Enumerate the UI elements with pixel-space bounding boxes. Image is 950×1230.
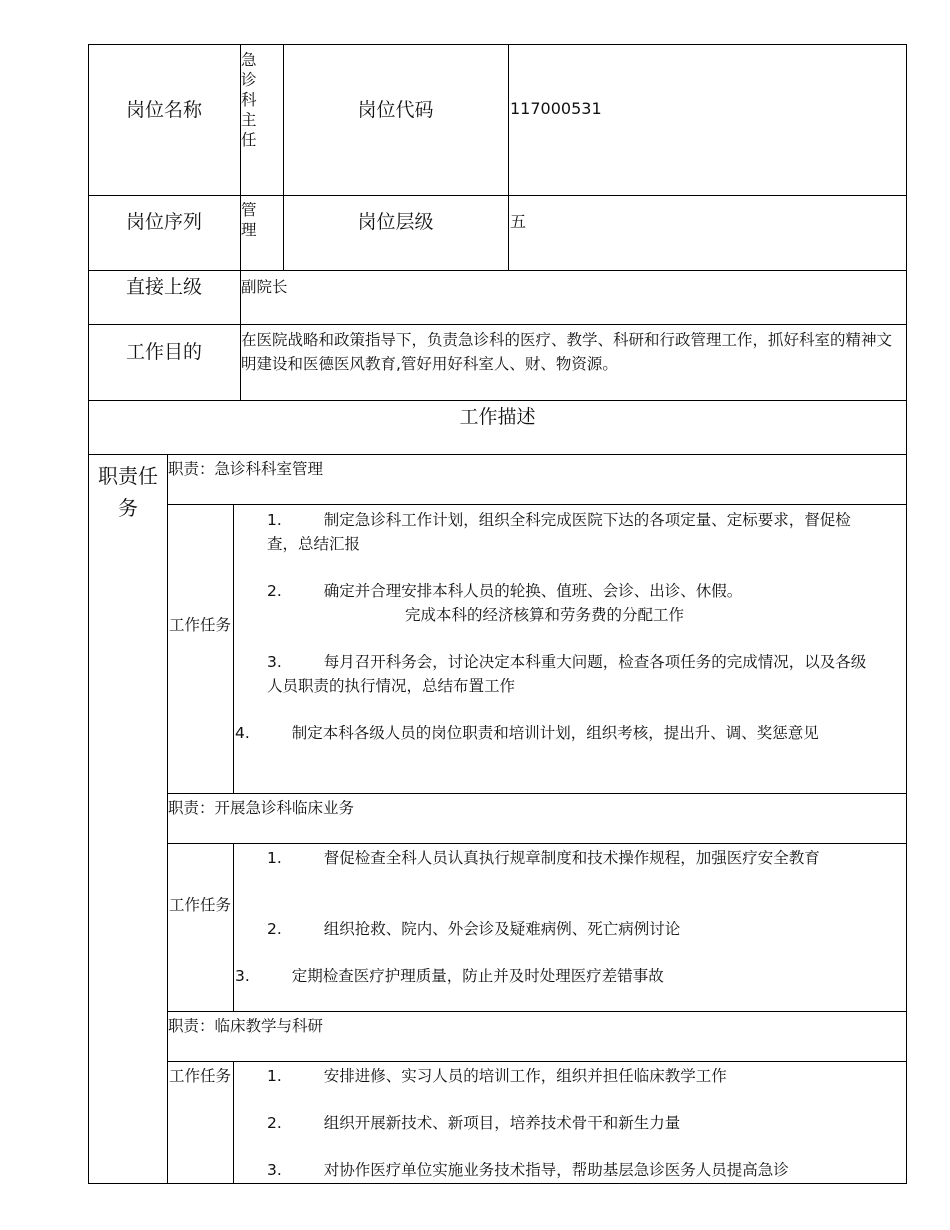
col-divider	[233, 504, 234, 793]
task-item: 1. 制定急诊科工作计划，组织全科完成医院下达的各项定量、定标要求，督促检查，总结汇报	[267, 511, 851, 553]
task-item: 2. 组织抢救、院内、外会诊及疑难病例、死亡病例讨论	[267, 920, 681, 938]
row-divider	[88, 195, 907, 196]
position-name-label: 岗位名称	[125, 99, 202, 121]
position-name-value: 急诊科主任	[241, 51, 257, 149]
position-series-value: 管理	[241, 201, 257, 239]
row-divider	[88, 454, 907, 455]
position-code-label: 岗位代码	[357, 99, 434, 121]
col-divider	[233, 843, 234, 1011]
row-divider	[88, 324, 907, 325]
task-label: 工作任务	[168, 616, 231, 634]
superior-label: 直接上级	[125, 276, 202, 298]
row-divider	[167, 843, 907, 844]
section-title: 职责：临床教学与科研	[168, 1017, 324, 1035]
col-divider	[508, 44, 509, 270]
task-label: 工作任务	[168, 896, 231, 914]
row-divider	[88, 270, 907, 271]
position-level-label: 岗位层级	[357, 211, 434, 233]
position-series-label: 岗位序列	[125, 211, 202, 233]
task-item: 2. 组织开展新技术、新项目，培养技术骨干和新生力量	[267, 1114, 681, 1132]
purpose-label: 工作目的	[125, 341, 202, 363]
task-item: 4. 制定本科各级人员的岗位职责和培训计划，组织考核，提出升、调、奖惩意见	[235, 724, 819, 742]
purpose-value: 在医院战略和政策指导下，负责急诊科的医疗、教学、科研和行政管理工作，抓好科室的精神文明建设和医德医风教育,管好用好科室人、财、物资源。	[241, 331, 893, 373]
task-item: 3. 定期检查医疗护理质量，防止并及时处理医疗差错事故	[235, 967, 664, 985]
duties-label: 职责任务	[98, 464, 158, 520]
superior-value: 副院长	[241, 278, 288, 296]
task-label: 工作任务	[168, 1067, 231, 1085]
task-item: 1. 安排进修、实习人员的培训工作，组织并担任临床教学工作	[267, 1067, 727, 1085]
description-title: 工作描述	[459, 406, 536, 428]
col-divider	[233, 1061, 234, 1184]
row-divider	[167, 1061, 907, 1062]
position-level-value: 五	[510, 212, 527, 231]
section-title: 职责：开展急诊科临床业务	[168, 799, 355, 817]
row-divider	[167, 504, 907, 505]
row-divider	[167, 1011, 907, 1012]
section-title: 职责：急诊科科室管理	[168, 460, 324, 478]
col-divider	[283, 44, 284, 270]
row-divider	[88, 400, 907, 401]
row-divider	[167, 793, 907, 794]
task-item: 1. 督促检查全科人员认真执行规章制度和技术操作规程，加强医疗安全教育	[267, 849, 820, 867]
position-code-value: 117000531	[510, 99, 602, 118]
task-item: 3. 对协作医疗单位实施业务技术指导，帮助基层急诊医务人员提高急诊	[267, 1161, 789, 1179]
task-item: 2. 确定并合理安排本科人员的轮换、值班、会诊、出诊、休假。完成本科的经济核算和劳务费的分配工作	[267, 582, 743, 624]
task-item: 3. 每月召开科务会，讨论决定本科重大问题，检查各项任务的完成情况，以及各级人员职责的执行情况，总结布置工作	[267, 653, 867, 695]
